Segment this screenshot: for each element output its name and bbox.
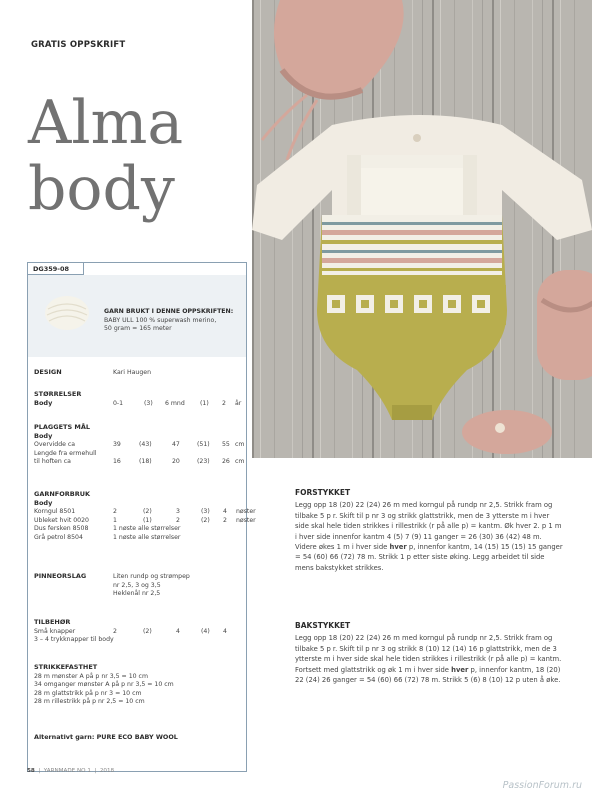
magazine-year: 2018	[99, 768, 115, 774]
watermark: PassionForum.ru	[502, 780, 582, 791]
qty: (2)	[143, 508, 152, 516]
back-heading: BAKSTYKKET	[295, 621, 351, 630]
back-text-part2: p, innenfor kantm, 18 (20) 22 (24) 26 ganger = 54 (60) 66 (72) 78 m. Strikk 5 (6) 8 (10) 12 p uten å øke.	[295, 665, 561, 685]
qty: (4)	[201, 627, 210, 635]
yarn-usage-sub: Body	[34, 498, 53, 507]
qty: (2)	[201, 516, 210, 524]
measure-value: 16	[113, 458, 121, 466]
measures-heading: PLAGGETS MÅL	[34, 423, 91, 431]
qty: (2)	[143, 627, 152, 635]
needles-heading: PINNEORSLAG	[34, 572, 87, 580]
qty: 2	[223, 516, 227, 524]
back-text-bold: hver	[451, 665, 469, 674]
magazine-name: YARNMADE NO 1	[43, 768, 91, 774]
front-heading: FORSTYKKET	[295, 488, 351, 497]
measure-value: 39	[113, 441, 121, 449]
alternative-yarn: Alternativt garn: PURE ECO BABY WOOL	[34, 733, 178, 741]
measure-label: Lengde fra ermehull	[34, 449, 97, 457]
measure-value: (23)	[197, 458, 210, 466]
qty: 2	[176, 516, 180, 524]
color-label: Grå petrol 8504	[34, 533, 83, 541]
qty: 2	[113, 627, 117, 635]
qty-unit: nøster	[236, 508, 256, 516]
gauge-line: 28 m rillestrikk på p nr 2,5 = 10 cm	[34, 698, 145, 706]
needles-line: Liten rundp og strømpep	[113, 573, 190, 580]
color-label: Ubleket hvit 0020	[34, 516, 89, 524]
size-2: (3)	[144, 399, 153, 407]
accessory-line: 3 – 4 trykknapper til body	[34, 636, 114, 644]
measure-unit: cm	[235, 441, 245, 449]
back-section	[295, 621, 565, 685]
size-5: 2	[222, 399, 226, 407]
color-label: Korngul 8501	[34, 508, 76, 516]
needles-line: Heklenål nr 2,5	[113, 590, 161, 598]
measure-value: 20	[172, 458, 180, 466]
accessory-label: Små knapper	[34, 627, 76, 635]
yarn-line-1: BABY ULL 100 % superwash merino,	[104, 316, 217, 324]
title-line-1: Alma	[28, 88, 184, 158]
gauge-line: 28 m glattstrikk på p nr 3 = 10 cm	[34, 689, 142, 697]
title-line-2: body	[28, 154, 175, 224]
size-unit: år	[235, 399, 242, 407]
front-text	[295, 500, 565, 573]
qty: 4	[223, 508, 227, 516]
measure-value: 55	[222, 441, 230, 449]
qty: 2	[113, 508, 117, 516]
yarn-panel	[28, 275, 246, 357]
qty: 1	[113, 516, 117, 524]
qty: 4	[223, 627, 227, 635]
qty: (1)	[143, 516, 152, 524]
gauge-heading: STRIKKEFASTHET	[34, 663, 98, 671]
qty: 4	[176, 627, 180, 635]
yarn-used	[104, 308, 233, 334]
front-text-part2: p, innenfor kantm, 14 (15) 15 (15) 15 ganger = 54 (60) 66 (72) 78 m. Strikk 1 p etter siste øking. Legg arbeidet til side mens bakstykket strikkes.	[295, 543, 563, 572]
qty: 1 nøste alle størrelser	[113, 533, 181, 541]
measure-label: Overvidde ca	[34, 441, 76, 449]
design-value: Kari Haugen	[113, 369, 151, 376]
qty-unit: nøster	[236, 516, 256, 524]
pattern-code: DG359-08	[28, 263, 84, 275]
yarn-heading: GARN BRUKT I DENNE OPPSKRIFTEN:	[104, 308, 234, 315]
sizes-label: Body	[34, 398, 53, 407]
measure-value: 26	[222, 458, 230, 466]
measure-value: (51)	[197, 441, 210, 449]
size-4: (1)	[200, 399, 209, 407]
needles-line: nr 2,5, 3 og 3,5	[113, 581, 161, 589]
color-label: Dus fersken 8508	[34, 525, 89, 533]
measure-value: (18)	[139, 458, 152, 466]
qty: 3	[176, 508, 180, 516]
design-label: DESIGN	[34, 368, 62, 376]
front-section	[295, 488, 565, 573]
gauge-line: 28 m mønster A på p nr 3,5 = 10 cm	[34, 672, 148, 680]
size-1: 0-1	[113, 399, 124, 407]
back-text	[295, 633, 565, 685]
yarn-ball-icon	[42, 291, 92, 331]
qty: (3)	[201, 508, 210, 516]
measure-unit: cm	[235, 458, 245, 466]
measure-value: (43)	[139, 441, 152, 449]
yarn-usage-heading: GARNFORBRUK	[34, 490, 91, 498]
page-footer: 58 | YARNMADE NO 1 | 2018	[27, 768, 115, 774]
yarn-line-2: 50 gram = 165 meter	[104, 325, 172, 332]
front-text-part1: Legg opp 18 (20) 22 (24) 26 m med korngul på rundp nr 2,5. Strikk fram og tilbake 5 p r. Skift til p nr 3 og strikk glattstrikk, men de 3 ytterste m i hver side skal hele tiden strikkes i rillestrikk (r på alle p) = kantm. Øk hver 2. p 1 m i hver side innenfor kantm 4 (5) 7 (9) 11 ganger = 26 (30) 36 (42) 48 m. Videre økes 1 m i hver side	[295, 501, 562, 552]
gauge-line: 34 omganger mønster A på p nr 3,5 = 10 cm	[34, 681, 174, 689]
page-number: 58	[27, 768, 35, 774]
accessories-heading: TILBEHØR	[34, 618, 71, 626]
page-title	[28, 90, 183, 222]
front-text-bold: hver	[389, 543, 407, 552]
sizes-heading: STØRRELSER	[34, 390, 82, 398]
back-text-part1: Legg opp 18 (20) 22 (24) 26 m med korngul på rundp nr 2,5. Strikk fram og tilbake 5 p r. Skift til p nr 3 og strikk 8 (10) 12 (14) 16 p glattstrikk, men de 3 ytterste m i hver side skal hele tiden strikkes i rillestrikk (r på alle p) = kantm. Fortsett med glattstrikk og øk 1 m i hver side	[295, 634, 562, 674]
kicker: GRATIS OPPSKRIFT	[31, 40, 126, 50]
size-3: 6 mnd	[165, 399, 185, 407]
measure-value: 47	[172, 441, 180, 449]
measures-sub: Body	[34, 431, 53, 440]
qty: 1 nøste alle størrelser	[113, 525, 181, 533]
measure-label: til hoften ca	[34, 458, 71, 466]
product-photo	[252, 0, 592, 458]
